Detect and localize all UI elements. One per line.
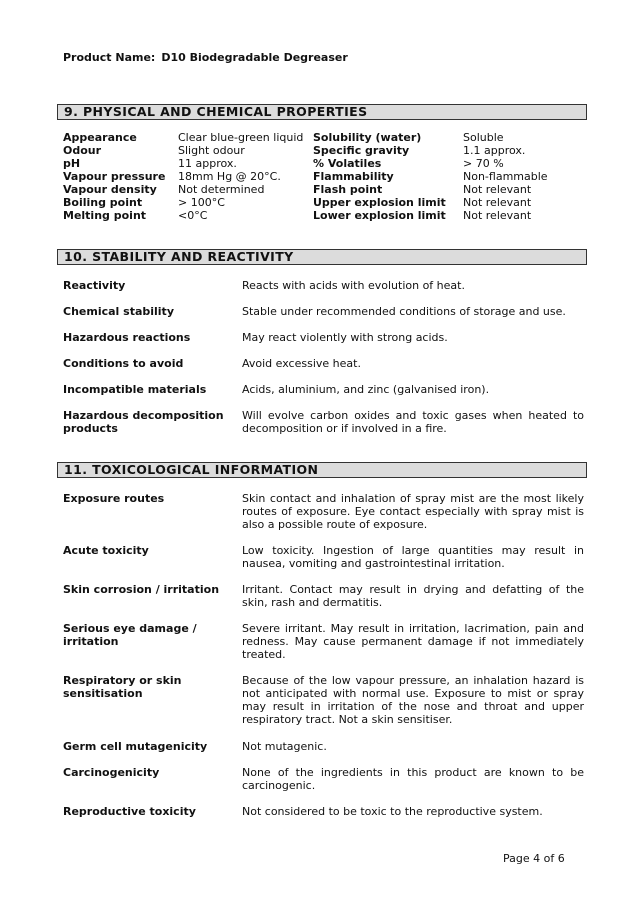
property-label: Boiling point — [63, 196, 143, 209]
property-label: pH — [63, 157, 81, 170]
property-label: Upper explosion limit — [313, 196, 446, 209]
section-11-header: 11. TOXICOLOGICAL INFORMATION — [57, 462, 587, 478]
property-row — [313, 209, 548, 222]
section-9-header: 9. PHYSICAL AND CHEMICAL PROPERTIES — [57, 104, 587, 120]
row-label: Respiratory or skin sensitisation — [63, 674, 182, 700]
property-row — [63, 183, 303, 196]
property-value: 18mm Hg @ 20°C. — [178, 170, 281, 183]
row-value: Not mutagenic. — [242, 740, 327, 753]
property-value: 11 approx. — [178, 157, 237, 170]
property-row — [313, 183, 548, 196]
row-value: Not considered to be toxic to the reproductive system. — [242, 805, 543, 818]
row-value: Reacts with acids with evolution of heat. — [242, 279, 465, 292]
row-label: Reproductive toxicity — [63, 805, 196, 818]
property-label: Odour — [63, 144, 102, 157]
property-value: Not determined — [178, 183, 265, 196]
row-value: Because of the low vapour pressure, an inhalation hazard is not anticipated with normal use. Exposure to mist or spray may result in irritation of the nose and throat and upper respiratory tract. Not a skin sensitiser. — [242, 674, 584, 726]
property-row — [313, 131, 548, 144]
property-value: Soluble — [463, 131, 504, 144]
row-label: Skin corrosion / irritation — [63, 583, 220, 596]
property-value: Not relevant — [463, 209, 532, 222]
property-row — [313, 157, 548, 170]
row-value: Skin contact and inhalation of spray mist are the most likely routes of exposure. Eye contact especially with spray mist is also a possible route of exposure. — [242, 492, 584, 531]
product-name-line — [63, 51, 348, 64]
row-label: Exposure routes — [63, 492, 165, 505]
property-value: Not relevant — [463, 196, 532, 209]
property-row — [63, 157, 303, 170]
property-row — [313, 170, 548, 183]
row-value: Will evolve carbon oxides and toxic gases when heated to decomposition or if involved in a fire. — [242, 409, 584, 435]
property-row — [63, 170, 303, 183]
product-name-label: Product Name: — [63, 51, 156, 64]
row-label: Hazardous reactions — [63, 331, 191, 344]
page-number: Page 4 of 6 — [503, 852, 565, 865]
row-label: Chemical stability — [63, 305, 174, 318]
property-value: Slight odour — [178, 144, 245, 157]
property-label: Vapour pressure — [63, 170, 166, 183]
row-value: Acids, aluminium, and zinc (galvanised iron). — [242, 383, 490, 396]
section-10-header: 10. STABILITY AND REACTIVITY — [57, 249, 587, 265]
property-row — [63, 209, 303, 222]
property-value: Non-flammable — [463, 170, 548, 183]
property-value: 1.1 approx. — [463, 144, 526, 157]
row-label: Serious eye damage / irritation — [63, 622, 197, 648]
property-row — [313, 144, 548, 157]
row-label: Incompatible materials — [63, 383, 207, 396]
property-value: > 70 % — [463, 157, 504, 170]
properties-right-column — [313, 131, 548, 222]
property-label: Solubility (water) — [313, 131, 422, 144]
property-label: Appearance — [63, 131, 137, 144]
row-label: Reactivity — [63, 279, 126, 292]
property-value: > 100°C — [178, 196, 225, 209]
row-value: Low toxicity. Ingestion of large quantities may result in nausea, vomiting and gastrointestinal irritation. — [242, 544, 584, 570]
row-value: Avoid excessive heat. — [242, 357, 361, 370]
row-value: Irritant. Contact may result in drying and defatting of the skin, rash and dermatitis. — [242, 583, 584, 609]
property-label: Lower explosion limit — [313, 209, 446, 222]
property-value: Clear blue-green liquid — [178, 131, 304, 144]
row-value: Stable under recommended conditions of storage and use. — [242, 305, 566, 318]
row-value: Severe irritant. May result in irritation, lacrimation, pain and redness. May cause permanent damage if not immediately treated. — [242, 622, 584, 661]
property-label: % Volatiles — [313, 157, 382, 170]
product-name-value: D10 Biodegradable Degreaser — [161, 51, 348, 64]
property-value: <0°C — [178, 209, 208, 222]
property-label: Flammability — [313, 170, 394, 183]
property-label: Melting point — [63, 209, 147, 222]
property-row — [63, 196, 303, 209]
row-label: Germ cell mutagenicity — [63, 740, 208, 753]
property-row — [63, 144, 303, 157]
row-value: None of the ingredients in this product are known to be carcinogenic. — [242, 766, 584, 792]
row-label: Carcinogenicity — [63, 766, 160, 779]
property-value: Not relevant — [463, 183, 532, 196]
property-row — [313, 196, 548, 209]
row-value: May react violently with strong acids. — [242, 331, 448, 344]
property-label: Specific gravity — [313, 144, 410, 157]
property-row — [63, 131, 303, 144]
row-label: Conditions to avoid — [63, 357, 184, 370]
properties-left-column — [63, 131, 303, 222]
row-label: Acute toxicity — [63, 544, 149, 557]
property-label: Flash point — [313, 183, 383, 196]
property-label: Vapour density — [63, 183, 157, 196]
row-label: Hazardous decomposition products — [63, 409, 224, 435]
